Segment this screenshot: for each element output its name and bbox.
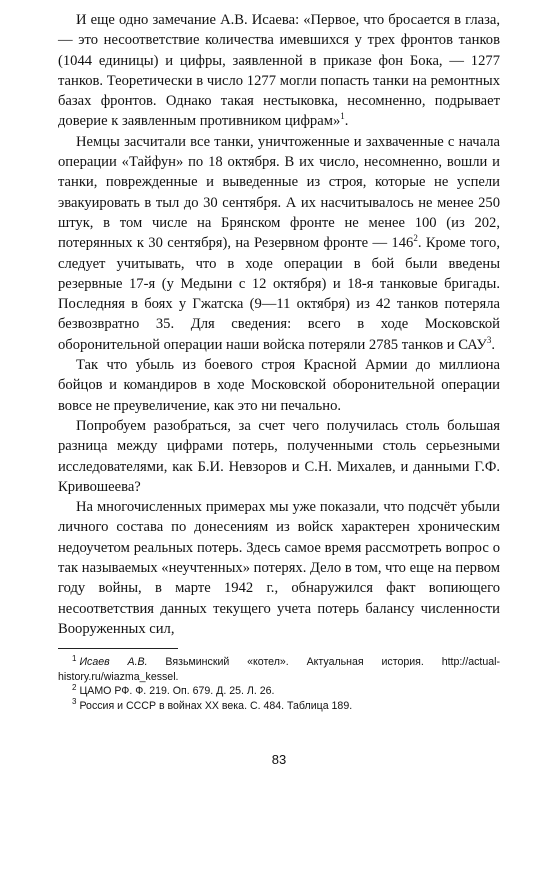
footnote-1 bbox=[58, 655, 500, 684]
paragraph-5 bbox=[58, 497, 500, 639]
footnote-ref-2: 2 bbox=[413, 233, 418, 244]
paragraph-3-text: Так что убыль из боевого строя Красной Армии до миллиона бойцов и командиров в ходе Московской оборонительной операции вовсе не преувеличение, как это ни печально. bbox=[58, 357, 500, 414]
footnote-1-text: Вязьминский «котел». Актуальная история. http://actual-history.ru/wiazma_kessel. bbox=[58, 656, 500, 683]
footnote-3-text: Россия и СССР в войнах XX века. С. 484. Таблица 189. bbox=[79, 699, 353, 712]
page-number: 83 bbox=[271, 752, 287, 767]
footnote-ref-3: 3 bbox=[486, 334, 492, 345]
footnote-2-number: 2 bbox=[72, 682, 77, 692]
book-page bbox=[58, 10, 501, 767]
footnote-ref-1: 1 bbox=[340, 111, 345, 122]
footnote-3 bbox=[58, 699, 500, 714]
paragraph-5-text: На многочисленных примерах мы уже показали, что подсчёт убыли личного состава по донесениям из войск характерен хроническим недоучетом реальных потерь. Здесь самое время рассмотреть вопрос о так называемых «неучтенных» потерях. Дело в том, что еще на первом году войны, в марте 1942 г., обнаружился факт вопиющего несоответствия данных текущего учета потерь балансу численности Вооруженных сил, bbox=[58, 499, 501, 637]
paragraph-3 bbox=[58, 355, 500, 416]
footnote-2-text: ЦАМО РФ. Ф. 219. Оп. 679. Д. 25. Л. 26. bbox=[79, 685, 275, 698]
footnote-2 bbox=[58, 684, 500, 699]
paragraph-2-end: . bbox=[491, 336, 495, 353]
paragraph-4 bbox=[58, 416, 500, 497]
paragraph-4-text: Попробуем разобраться, за счет чего получилась столь большая разница между цифрами потерь, полученными столь серьезными исследователями, как Б.И. Невзоров и С.Н. Михалев, и данными Г.Ф. Кривошеева? bbox=[58, 417, 500, 495]
paragraph-2 bbox=[58, 132, 500, 355]
footnote-1-author: Исаев А.В. bbox=[79, 656, 148, 669]
footnote-divider bbox=[58, 648, 178, 649]
footnote-1-number: 1 bbox=[72, 653, 77, 663]
paragraph-2-text: Немцы засчитали все танки, уничтоженные и захваченные с начала операции «Тайфун» по 18 октября. В их число, несомненно, вошли и танки, поврежденные и выведенные из строя, которые не успели эвакуировать в тыл до 30 сентября. А их насчитывалось не менее 250 штук, в том числе на Брянском фронте не менее 100 (из 202, потерянных к 30 сентября), на Резервном фронте — 146 bbox=[58, 133, 500, 252]
footnote-3-number: 3 bbox=[72, 697, 77, 707]
paragraph-1-text: И еще одно замечание А.В. Исаева: «Первое, что бросается в глаза, — это несоответствие количества имевшихся у трех фронтов танков (1044 единицы) и цифры, заявленной в приказе фон Бока, — 1277 танков. Теоретически в число 1277 могли попасть танки на ремонтных базах фронтов. Однако такая нестыковка, несомненно, подрывает доверие к заявленным противником цифрам» bbox=[58, 12, 500, 130]
paragraph-1: И еще одно замечание А.В. Исаева: «Первое, что бросается в глаза, — это несоответствие количества имевшихся у трех фронтов танков (1044 единицы) и цифры, заявленной в приказе фон Бока, — 1277 танков. Теоретически в число 1277 могли попасть танки на ремонтных базах фронтов. Однако такая нестыковка, несомненно, подрывает доверие к заявленным противником цифрам»$^1$. bbox=[58, 12, 500, 130]
paragraph-2-tail: . Кроме того, следует учитывать, что в ходе операции в бой были введены резервные 17-я (у Медыни с 12 октября) и 18-я танковые бригады. Последняя в боях у Гжатска (9—11 октября) из 42 танков потеряла безвозвратно 35. Для сведения: всего в ходе Московской оборонительной операции наши войска потеряли 2785 танков и САУ bbox=[58, 235, 500, 353]
